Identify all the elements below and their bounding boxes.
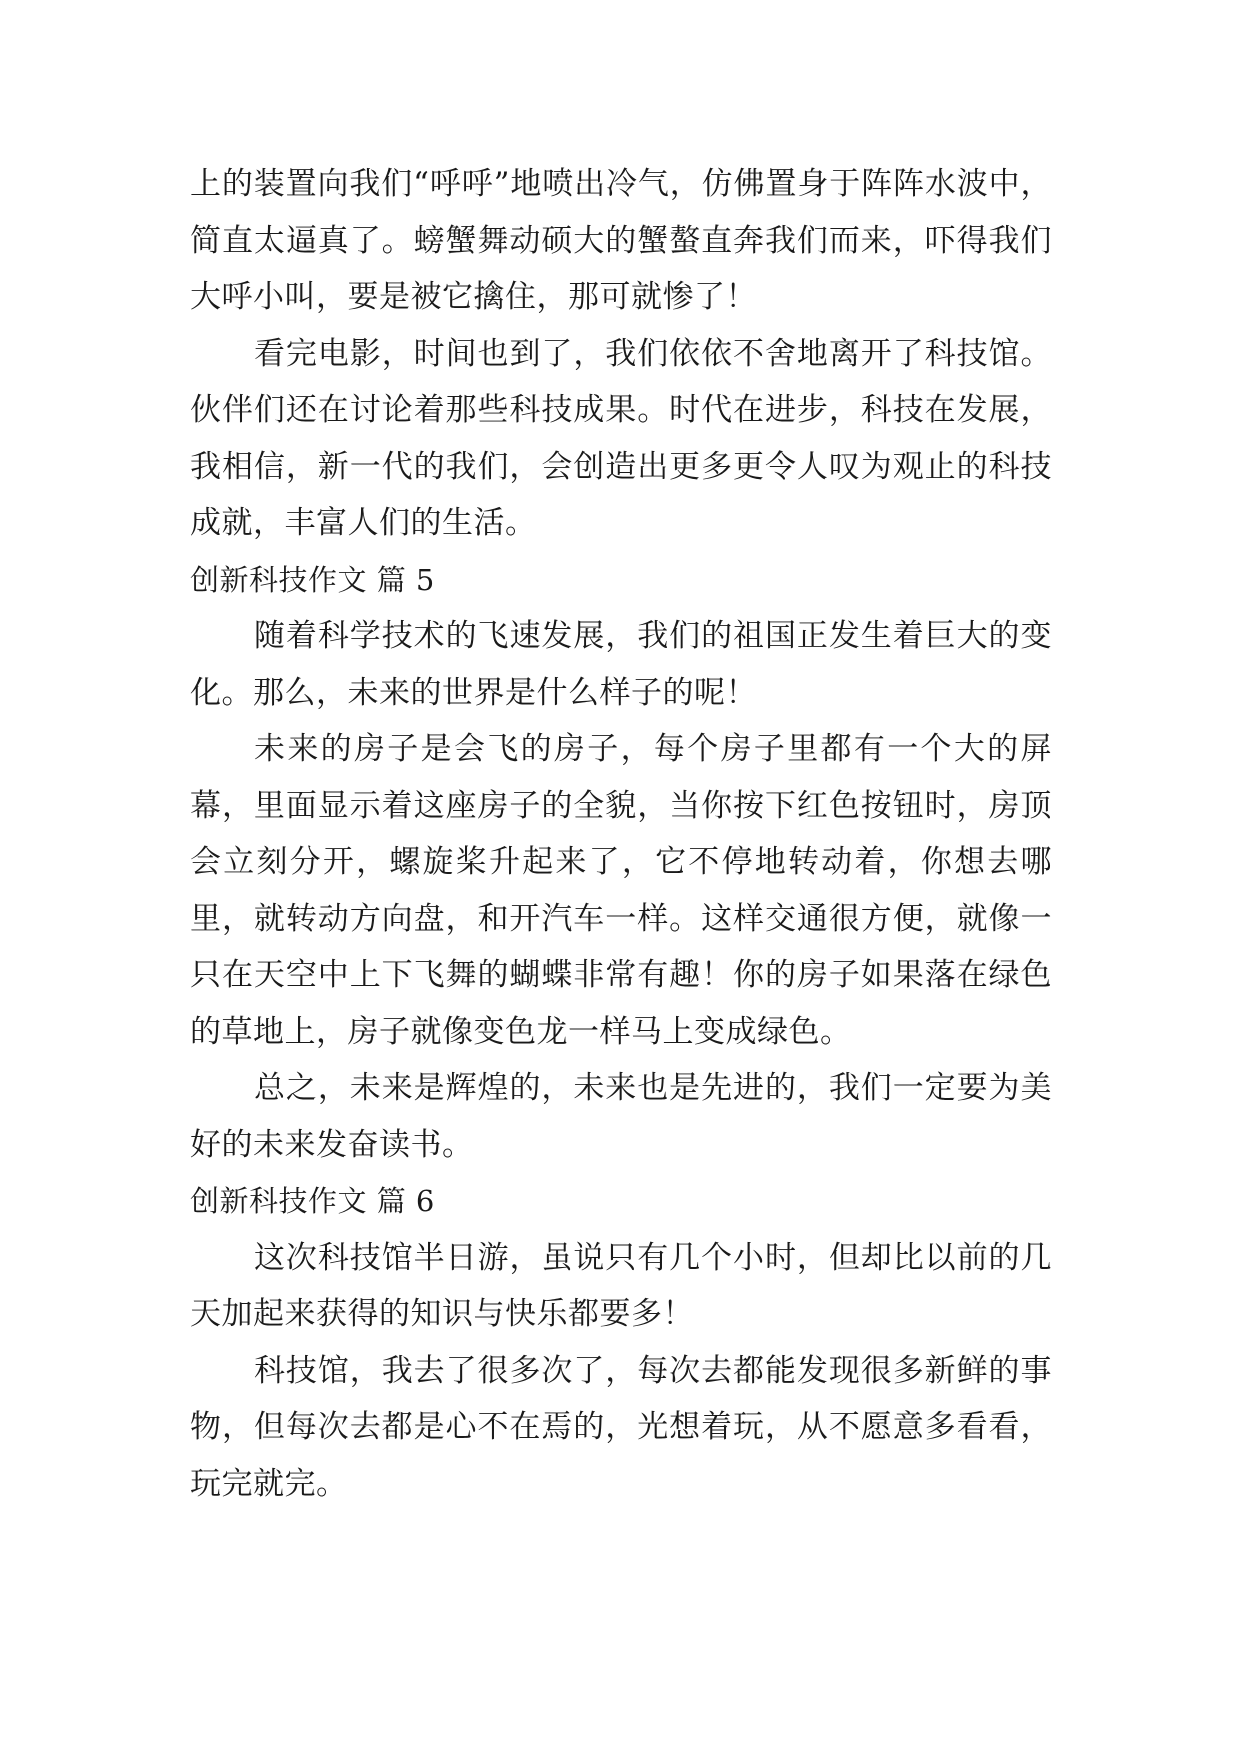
paragraph: 未来的房子是会飞的房子，每个房子里都有一个大的屏幕，里面显示着这座房子的全貌，当你按下红色按钮时，房顶会立刻分开，螺旋桨升起来了，它不停地转动着，你想去哪里，就转动方向盘，和开汽车一样。这样交通很方便，就像一只在天空中上下飞舞的蝴蝶非常有趣！你的房子如果落在绿色的草地上，房子就像变色龙一样马上变成绿色。 [190, 731, 1052, 1050]
section-heading-5: 创新科技作文 篇 5 [190, 562, 435, 597]
paragraph: 随着科学技术的飞速发展，我们的祖国正发生着巨大的变化。那么，未来的世界是什么样子的呢！ [190, 618, 1052, 711]
document-page [190, 156, 1052, 1512]
paragraph: 看完电影，时间也到了，我们依依不舍地离开了科技馆。伙伴们还在讨论着那些科技成果。时代在进步，科技在发展，我相信，新一代的我们，会创造出更多更令人叹为观止的科技成就，丰富人们的生活。 [190, 335, 1052, 541]
paragraph: 这次科技馆半日游，虽说只有几个小时，但却比以前的几天加起来获得的知识与快乐都要多！ [190, 1239, 1052, 1332]
paragraph: 总之，未来是辉煌的，未来也是先进的，我们一定要为美好的未来发奋读书。 [190, 1070, 1052, 1163]
section-heading-6: 创新科技作文 篇 6 [190, 1184, 435, 1218]
paragraph: 科技馆，我去了很多次了，每次去都能发现很多新鲜的事物，但每次去都是心不在焉的，光想着玩，从不愿意多看看，玩完就完。 [190, 1352, 1052, 1502]
paragraph-continued: 上的装置向我们“呼呼”地喷出冷气，仿佛置身于阵阵水波中，简直太逼真了。螃蟹舞动硕大的蟹螯直奔我们而来，吓得我们大呼小叫，要是被它擒住，那可就惨了！ [190, 166, 1052, 315]
